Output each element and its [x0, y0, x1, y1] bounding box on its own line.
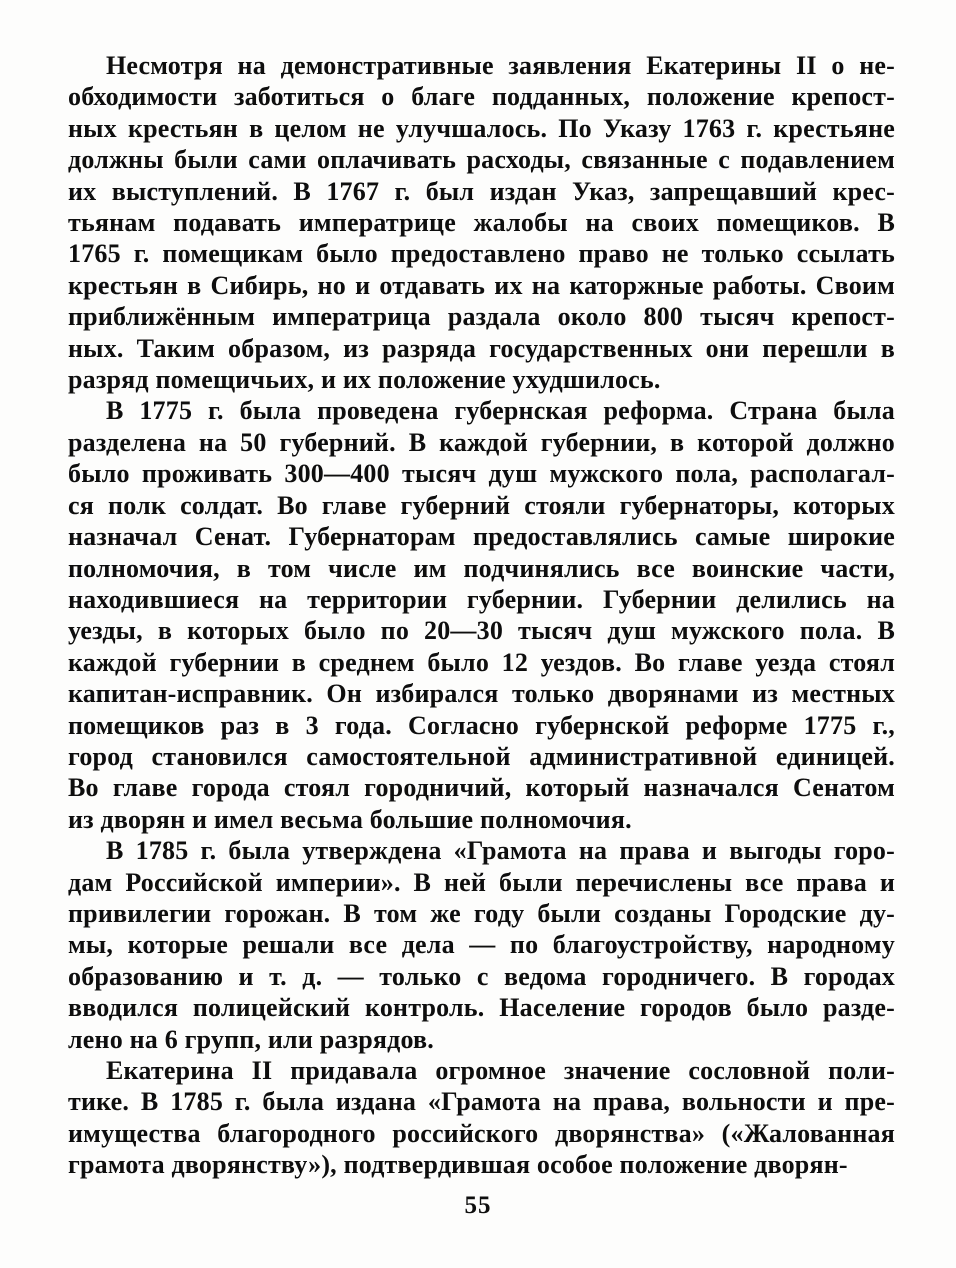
text-line: В 1785 г. была утверждена «Грамота на права и выгоды горо-	[106, 836, 895, 866]
text-line: было проживать 300—400 тысяч душ мужского пола, располагал-	[68, 459, 895, 489]
text-line: вводился полицейский контроль. Население городов было разде-	[68, 993, 895, 1023]
paragraph-3	[68, 835, 895, 1055]
text-line: разряд помещичьих, и их положение ухудшилось.	[68, 365, 661, 395]
paragraph-2	[68, 395, 895, 835]
text-line: должны были сами оплачивать расходы, связанные с подавлением	[68, 145, 895, 175]
text-line: Несмотря на демонстративные заявления Екатерины II о не-	[106, 51, 895, 80]
paragraph-4	[68, 1055, 895, 1181]
text-line: тике. В 1785 г. была издана «Грамота на права, вольности и пре-	[68, 1087, 895, 1117]
text-line: полномочия, в том числе им подчинялись все воинские части,	[68, 553, 895, 583]
text-line: Екатерина II придавала огромное значение сословной поли-	[106, 1056, 895, 1085]
text-line: город становился самостоятельной административной единицей.	[68, 741, 895, 771]
paragraph-1	[68, 50, 895, 395]
body-text	[68, 50, 895, 1181]
text-line: их выступлений. В 1767 г. был издан Указ, запрещавший крес-	[68, 176, 895, 206]
text-line: приближённым императрица раздала около 800 тысяч крепост-	[68, 302, 895, 332]
text-line: В 1775 г. была проведена губернская реформа. Страна была	[106, 396, 895, 426]
text-line: лено на 6 групп, или разрядов.	[68, 1024, 435, 1054]
text-line: дам Российской империи». В ней были перечислены все права и	[68, 867, 895, 897]
text-line: каждой губернии в среднем было 12 уездов. Во главе уезда стоял	[68, 647, 895, 677]
page-number: 55	[464, 1192, 492, 1219]
text-line: разделена на 50 губерний. В каждой губернии, в которой должно	[68, 427, 895, 457]
text-line: назначал Сенат. Губернаторам предоставлялись самые широкие	[68, 522, 895, 552]
text-line: ных крестьян в целом не улучшалось. По Указу 1763 г. крестьяне	[68, 113, 895, 143]
text-line: образованию и т. д. — только с ведома городничего. В городах	[68, 961, 895, 991]
text-line: уезды, в которых было по 20—30 тысяч душ мужского пола. В	[68, 616, 895, 646]
text-line: помещиков раз в 3 года. Согласно губернской реформе 1775 г.,	[68, 710, 895, 740]
text-line: тьянам подавать императрице жалобы на своих помещиков. В	[68, 208, 895, 238]
text-line: привилегии горожан. В том же году были созданы Городские ду-	[68, 898, 895, 928]
text-line: из дворян и имел весьма большие полномочия.	[68, 804, 632, 834]
text-line: обходимости заботиться о благе подданных, положение крепост-	[68, 82, 895, 112]
text-line: Во главе города стоял городничий, который назначался Сенатом	[68, 773, 895, 803]
text-line: 1765 г. помещикам было предоставлено право не только ссылать	[68, 239, 895, 269]
text-line: ных. Таким образом, из разряда государственных они перешли в	[68, 333, 895, 363]
text-line: крестьян в Сибирь, но и отдавать их на каторжные работы. Своим	[68, 270, 895, 300]
text-line: имущества благородного российского дворянства» («Жалованная	[68, 1118, 895, 1148]
text-line: находившиеся на территории губернии. Губернии делились на	[68, 584, 895, 614]
text-line: мы, которые решали все дела — по благоустройству, народному	[68, 930, 895, 960]
text-line: капитан-исправник. Он избирался только дворянами из местных	[68, 679, 895, 709]
text-line: ся полк солдат. Во главе губерний стояли губернаторы, которых	[68, 490, 895, 520]
text-line: грамота дворянству»), подтвердившая особое положение дворян-	[68, 1150, 848, 1180]
